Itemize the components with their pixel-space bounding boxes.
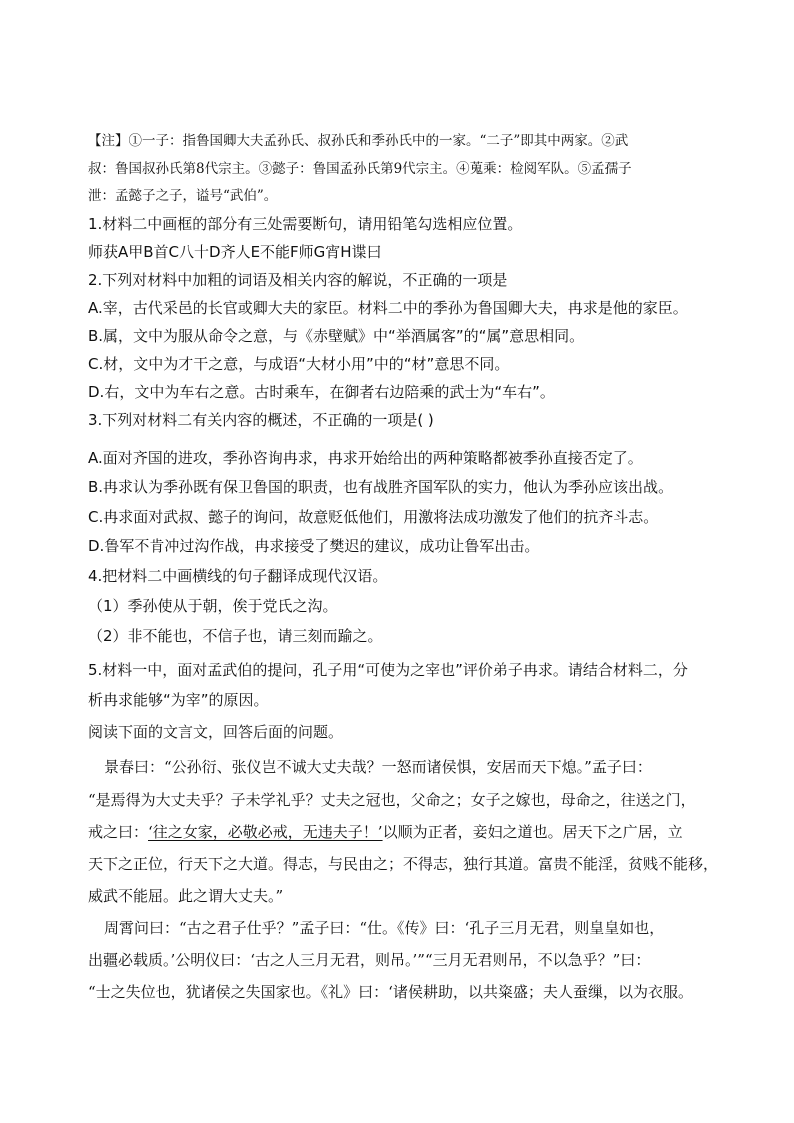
question-2-option-c: C.材，文中为才干之意，与成语“大材小用”中的“材”意思不同。 — [88, 355, 510, 373]
question-2-option-a: A.宰，古代采邑的长官或卿大夫的家臣。材料二中的季孙为鲁国卿大夫，冉求是他的家臣。 — [88, 299, 688, 317]
passage-1-line-1: 景春曰：“公孙衍、张仪岂不诚大丈夫哉？一怒而诸侯惧，安居而天下熄。”孟子曰： — [104, 758, 652, 776]
question-3-option-b: B.冉求认为季孙既有保卫鲁国的职责，也有战胜齐国军队的实力，他认为季孙应该出战。 — [88, 478, 674, 496]
reading-instruction: 阅读下面的文言文，回答后面的问题。 — [88, 723, 344, 741]
passage-2-line-3: “士之失位也，犹诸侯之失国家也。《礼》曰：‘诸侯耕助，以共粢盛；夫人蚕缫，以为衣服。 — [88, 983, 693, 1001]
passage-1-line-5: 威武不能屈。此之谓大丈夫。” — [88, 887, 284, 905]
passage-1-line-3-end: 以顺为正者，妾妇之道也。居天下之广居，立 — [382, 823, 683, 841]
question-3-option-c: C.冉求面对武叔、懿子的询问，故意贬低他们，用激将法成功激发了他们的抗齐斗志。 — [88, 508, 659, 526]
question-3-option-a: A.面对齐国的进攻，季孙咨询冉求，冉求开始给出的两种策略都被季孙直接否定了。 — [88, 449, 643, 467]
note-line-2: 叔：鲁国叔孙氏第8代宗主。③懿子：鲁国孟孙氏第9代宗主。④蒐乘：检阅军队。⑤孟孺子 — [88, 161, 632, 177]
question-1: 1.材料二中画框的部分有三处需要断句，请用铅笔勾选相应位置。 — [88, 215, 523, 233]
underlined-quote: ‘往之女家，必敬必戒，无违夫子！’ — [148, 823, 383, 841]
question-1-text: 师获A甲B首C八十D齐人E不能F师G宵H谍曰 — [88, 243, 382, 261]
question-4: 4.把材料二中画横线的句子翻译成现代汉语。 — [88, 567, 388, 585]
question-3-option-d: D.鲁军不肯冲过沟作战，冉求接受了樊迟的建议，成功让鲁军出击。 — [88, 537, 540, 555]
passage-1-line-3 — [88, 822, 683, 842]
question-5-line-2: 析冉求能够“为宰”的原因。 — [88, 691, 269, 709]
passage-1-line-3-start: 戒之曰： — [88, 823, 149, 841]
passage-1-line-4: 天下之正位，行天下之大道。得志，与民由之；不得志，独行其道。富贵不能淫，贫贱不能移， — [88, 855, 719, 873]
question-3: 3.下列对材料二有关内容的概述，不正确的一项是( ) — [88, 411, 434, 429]
passage-2-line-1: 周霄问曰：“古之君子仕乎？”孟子曰：“仕。《传》曰：‘孔子三月无君，则皇皇如也， — [104, 919, 665, 937]
note-line-3: 泄：孟懿子之子，谥号“武伯”。 — [88, 188, 278, 204]
question-2: 2.下列对材料中加粗的词语及相关内容的解说，不正确的一项是 — [88, 271, 508, 289]
passage-2-line-2: 出疆必载质。’公明仪曰：‘古之人三月无君，则吊。’”“三月无君则吊，不以急乎？”曰： — [88, 951, 651, 969]
question-2-option-b: B.属，文中为服从命令之意，与《赤壁赋》中“举酒属客”的“属”意思相同。 — [88, 327, 585, 345]
passage-1-line-2: “是焉得为大丈夫乎？子未学礼乎？丈夫之冠也，父命之；女子之嫁也，母命之，往送之门， — [88, 791, 696, 809]
question-4-item-1: （1）季孙使从于朝，俟于党氏之沟。 — [88, 597, 338, 615]
question-2-option-d: D.右，文中为车右之意。古时乘车，在御者右边陪乘的武士为“车右”。 — [88, 383, 555, 401]
question-4-item-2: （2）非不能也，不信子也，请三刻而踰之。 — [88, 627, 383, 645]
note-line-1: 【注】①一子：指鲁国卿大夫孟孙氏、叔孙氏和季孙氏中的一家。“二子”即其中两家。②武 — [88, 133, 629, 149]
question-5-line-1: 5.材料一中，面对孟武伯的提问，孔子用“可使为之宰也”评价弟子冉求。请结合材料二，分 — [88, 661, 688, 679]
